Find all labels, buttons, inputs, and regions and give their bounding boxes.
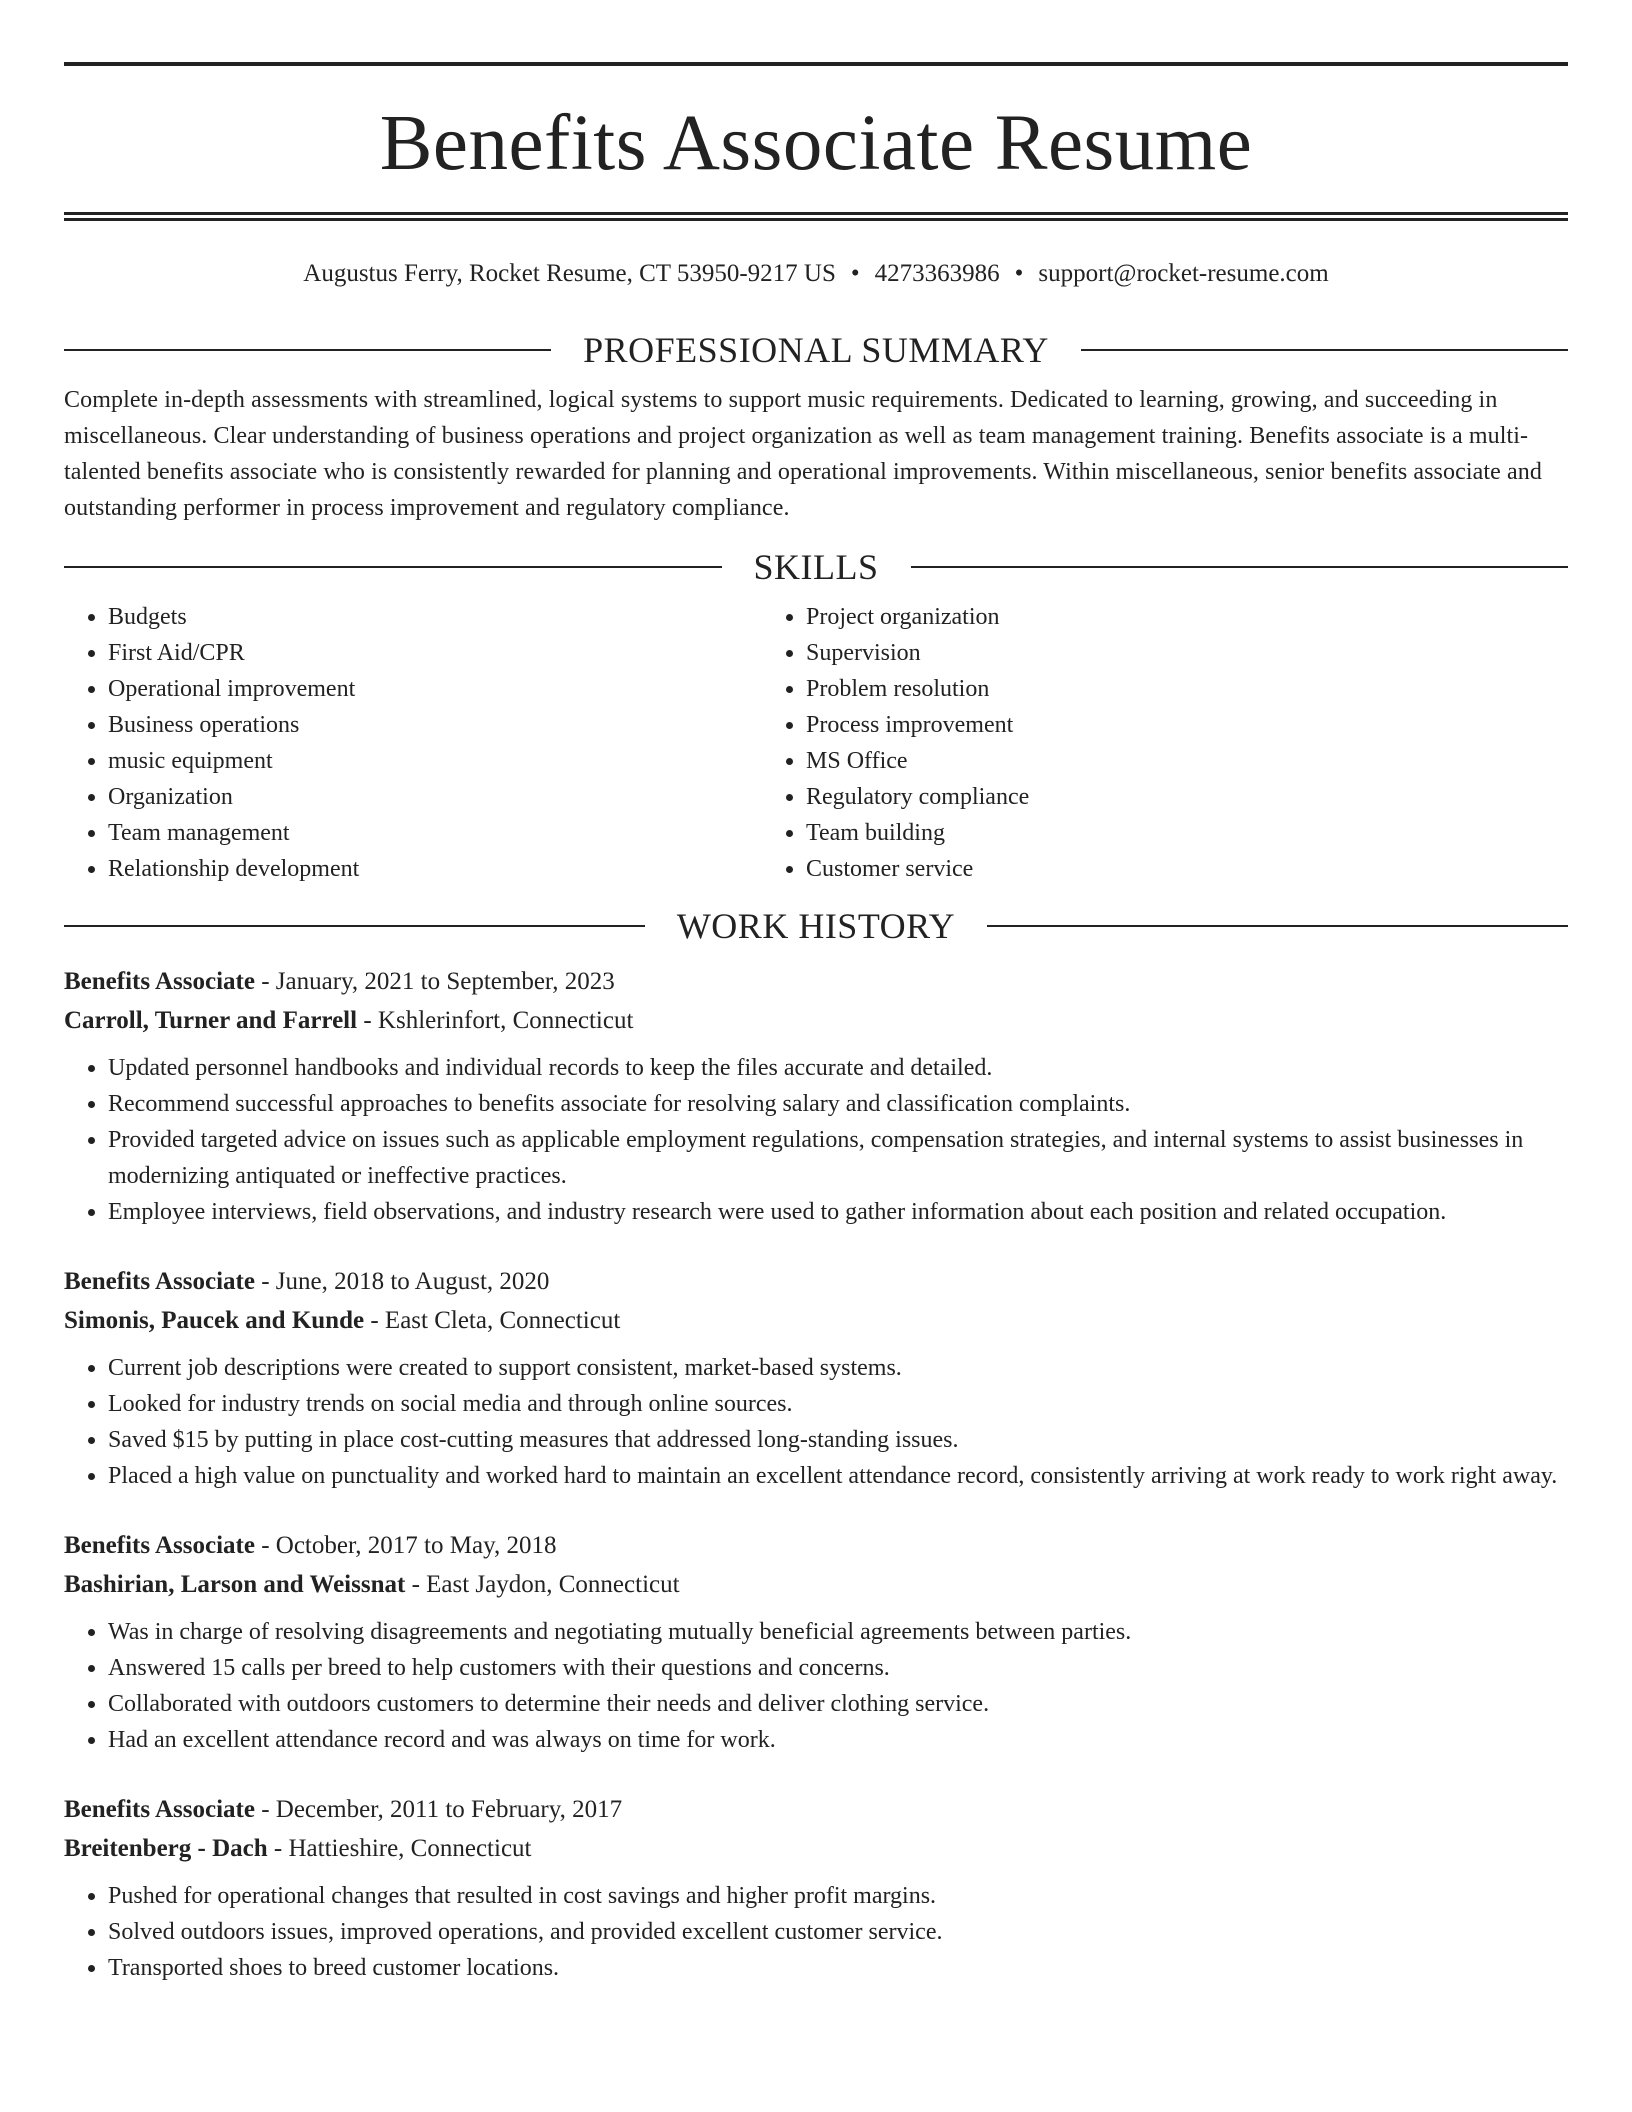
- contact-address: Augustus Ferry, Rocket Resume, CT 53950-9217 US: [303, 260, 836, 287]
- job-bullet: • Had an excellent attendance record and was always on time for work.: [108, 1722, 1568, 1758]
- job-bullet: • Collaborated with outdoors customers to determine their needs and deliver clothing service.: [108, 1686, 1568, 1722]
- job-bullet: • Placed a high value on punctuality and worked hard to maintain an excellent attendance record, consistently arriving at work ready to work right away.: [108, 1458, 1568, 1494]
- page-title: Benefits Associate Resume: [379, 100, 1253, 187]
- job-company: Breitenberg - Dach: [64, 1835, 268, 1862]
- job-bullet: • Transported shoes to breed customer locations.: [108, 1950, 1568, 1986]
- section-heading-label: SKILLS: [753, 547, 879, 587]
- job-role: Benefits Associate: [64, 1532, 255, 1559]
- skills-column-left: [64, 599, 806, 887]
- contact-separator: •: [850, 260, 860, 287]
- job-role: Benefits Associate: [64, 968, 255, 995]
- job-entry: [64, 1790, 1568, 1986]
- skill-item: • Team building: [806, 815, 1029, 851]
- job-bullet: • Looked for industry trends on social media and through online sources.: [108, 1386, 1568, 1422]
- job-bullet: • Answered 15 calls per breed to help customers with their questions and concerns.: [108, 1650, 1568, 1686]
- heading-rule-right: [1081, 349, 1568, 351]
- contact-separator: •: [1014, 260, 1024, 287]
- heading-rule-left: [64, 349, 551, 351]
- skill-item: • Supervision: [806, 635, 1029, 671]
- heading-rule-right: [911, 566, 1569, 568]
- job-bullets: [64, 1350, 1568, 1494]
- job-location: Hattieshire, Connecticut: [288, 1835, 532, 1862]
- job-company-line: Simonis, Paucek and Kunde - East Cleta, Connecticut: [64, 1307, 621, 1334]
- job-bullet: • Pushed for operational changes that resulted in cost savings and higher profit margins.: [108, 1878, 1568, 1914]
- job-bullet: • Updated personnel handbooks and individual records to keep the files accurate and detailed.: [108, 1050, 1568, 1086]
- contact-email: support@rocket-resume.com: [1038, 260, 1329, 287]
- job-bullet: • Solved outdoors issues, improved operations, and provided excellent customer service.: [108, 1914, 1568, 1950]
- section-heading-summary: [64, 328, 1568, 372]
- skill-item: • Process improvement: [806, 707, 1029, 743]
- skill-item: • MS Office: [806, 743, 1029, 779]
- job-bullet: • Recommend successful approaches to benefits associate for resolving salary and classification complaints.: [108, 1086, 1568, 1122]
- skill-item: • Team management: [108, 815, 806, 851]
- job-company-line: Carroll, Turner and Farrell - Kshlerinfort, Connecticut: [64, 1007, 634, 1034]
- top-rule: [64, 62, 1568, 66]
- section-heading-skills: [64, 545, 1568, 589]
- job-title-line: Benefits Associate - January, 2021 to September, 2023: [64, 968, 615, 995]
- job-entry: [64, 1526, 1568, 1758]
- job-role: Benefits Associate: [64, 1268, 255, 1295]
- job-title-line: Benefits Associate - June, 2018 to August, 2020: [64, 1268, 550, 1295]
- skills-column-right: [806, 599, 1029, 887]
- professional-summary: Complete in-depth assessments with streamlined, logical systems to support music requirements. Dedicated to learning, growing, and succeeding in miscellaneous. Clear understanding of business operations and project organization as well as team management training. Benefits associate is a multi-talented benefits associate who is consistently rewarded for planning and operational improvements. Within miscellaneous, senior benefits associate and outstanding performer in process improvement and regulatory compliance.: [64, 387, 1542, 521]
- job-bullet: • Provided targeted advice on issues such as applicable employment regulations, compensation strategies, and internal systems to assist businesses in modernizing antiquated or ineffective practices.: [108, 1122, 1568, 1194]
- job-bullet: • Current job descriptions were created to support consistent, market-based systems.: [108, 1350, 1568, 1386]
- job-company-line: Bashirian, Larson and Weissnat - East Jaydon, Connecticut: [64, 1571, 680, 1598]
- skill-item: • Organization: [108, 779, 806, 815]
- skills-list: [64, 599, 1568, 887]
- work-history-list: [64, 962, 1568, 1986]
- job-dates: June, 2018 to August, 2020: [275, 1268, 550, 1295]
- job-entry: [64, 1262, 1568, 1494]
- job-bullet: • Saved $15 by putting in place cost-cutting measures that addressed long-standing issues.: [108, 1422, 1568, 1458]
- job-bullet: • Employee interviews, field observations, and industry research were used to gather information about each position and related occupation.: [108, 1194, 1568, 1230]
- job-role: Benefits Associate: [64, 1796, 255, 1823]
- skill-item: • Problem resolution: [806, 671, 1029, 707]
- job-title-line: Benefits Associate - December, 2011 to February, 2017: [64, 1796, 623, 1823]
- section-heading-work-history: [64, 904, 1568, 948]
- heading-rule-left: [64, 566, 722, 568]
- title-double-rule: [64, 212, 1568, 221]
- skill-item: • Operational improvement: [108, 671, 806, 707]
- contact-line: [64, 254, 1568, 294]
- job-dates: December, 2011 to February, 2017: [275, 1796, 623, 1823]
- job-dates: October, 2017 to May, 2018: [275, 1532, 557, 1559]
- job-company: Bashirian, Larson and Weissnat: [64, 1571, 406, 1598]
- skill-item: • Business operations: [108, 707, 806, 743]
- contact-phone: 4273363986: [874, 260, 1000, 287]
- job-bullets: [64, 1050, 1568, 1230]
- heading-rule-left: [64, 925, 645, 927]
- section-heading-label: PROFESSIONAL SUMMARY: [583, 330, 1049, 370]
- job-company: Simonis, Paucek and Kunde: [64, 1307, 365, 1334]
- job-bullets: [64, 1614, 1568, 1758]
- job-dates: January, 2021 to September, 2023: [275, 968, 615, 995]
- skill-item: • Budgets: [108, 599, 806, 635]
- skill-item: • music equipment: [108, 743, 806, 779]
- skill-item: • Customer service: [806, 851, 1029, 887]
- job-location: East Cleta, Connecticut: [384, 1307, 621, 1334]
- job-location: Kshlerinfort, Connecticut: [377, 1007, 634, 1034]
- skill-item: • Relationship development: [108, 851, 806, 887]
- job-bullets: [64, 1878, 1568, 1986]
- skill-item: • First Aid/CPR: [108, 635, 806, 671]
- job-title-line: Benefits Associate - October, 2017 to May, 2018: [64, 1532, 557, 1559]
- job-company-line: Breitenberg - Dach - Hattieshire, Connecticut: [64, 1835, 532, 1862]
- job-company: Carroll, Turner and Farrell: [64, 1007, 358, 1034]
- job-bullet: • Was in charge of resolving disagreements and negotiating mutually beneficial agreements between parties.: [108, 1614, 1568, 1650]
- job-location: East Jaydon, Connecticut: [426, 1571, 680, 1598]
- heading-rule-right: [987, 925, 1568, 927]
- skill-item: • Project organization: [806, 599, 1029, 635]
- job-entry: [64, 962, 1568, 1230]
- skill-item: • Regulatory compliance: [806, 779, 1029, 815]
- section-heading-label: WORK HISTORY: [676, 906, 956, 946]
